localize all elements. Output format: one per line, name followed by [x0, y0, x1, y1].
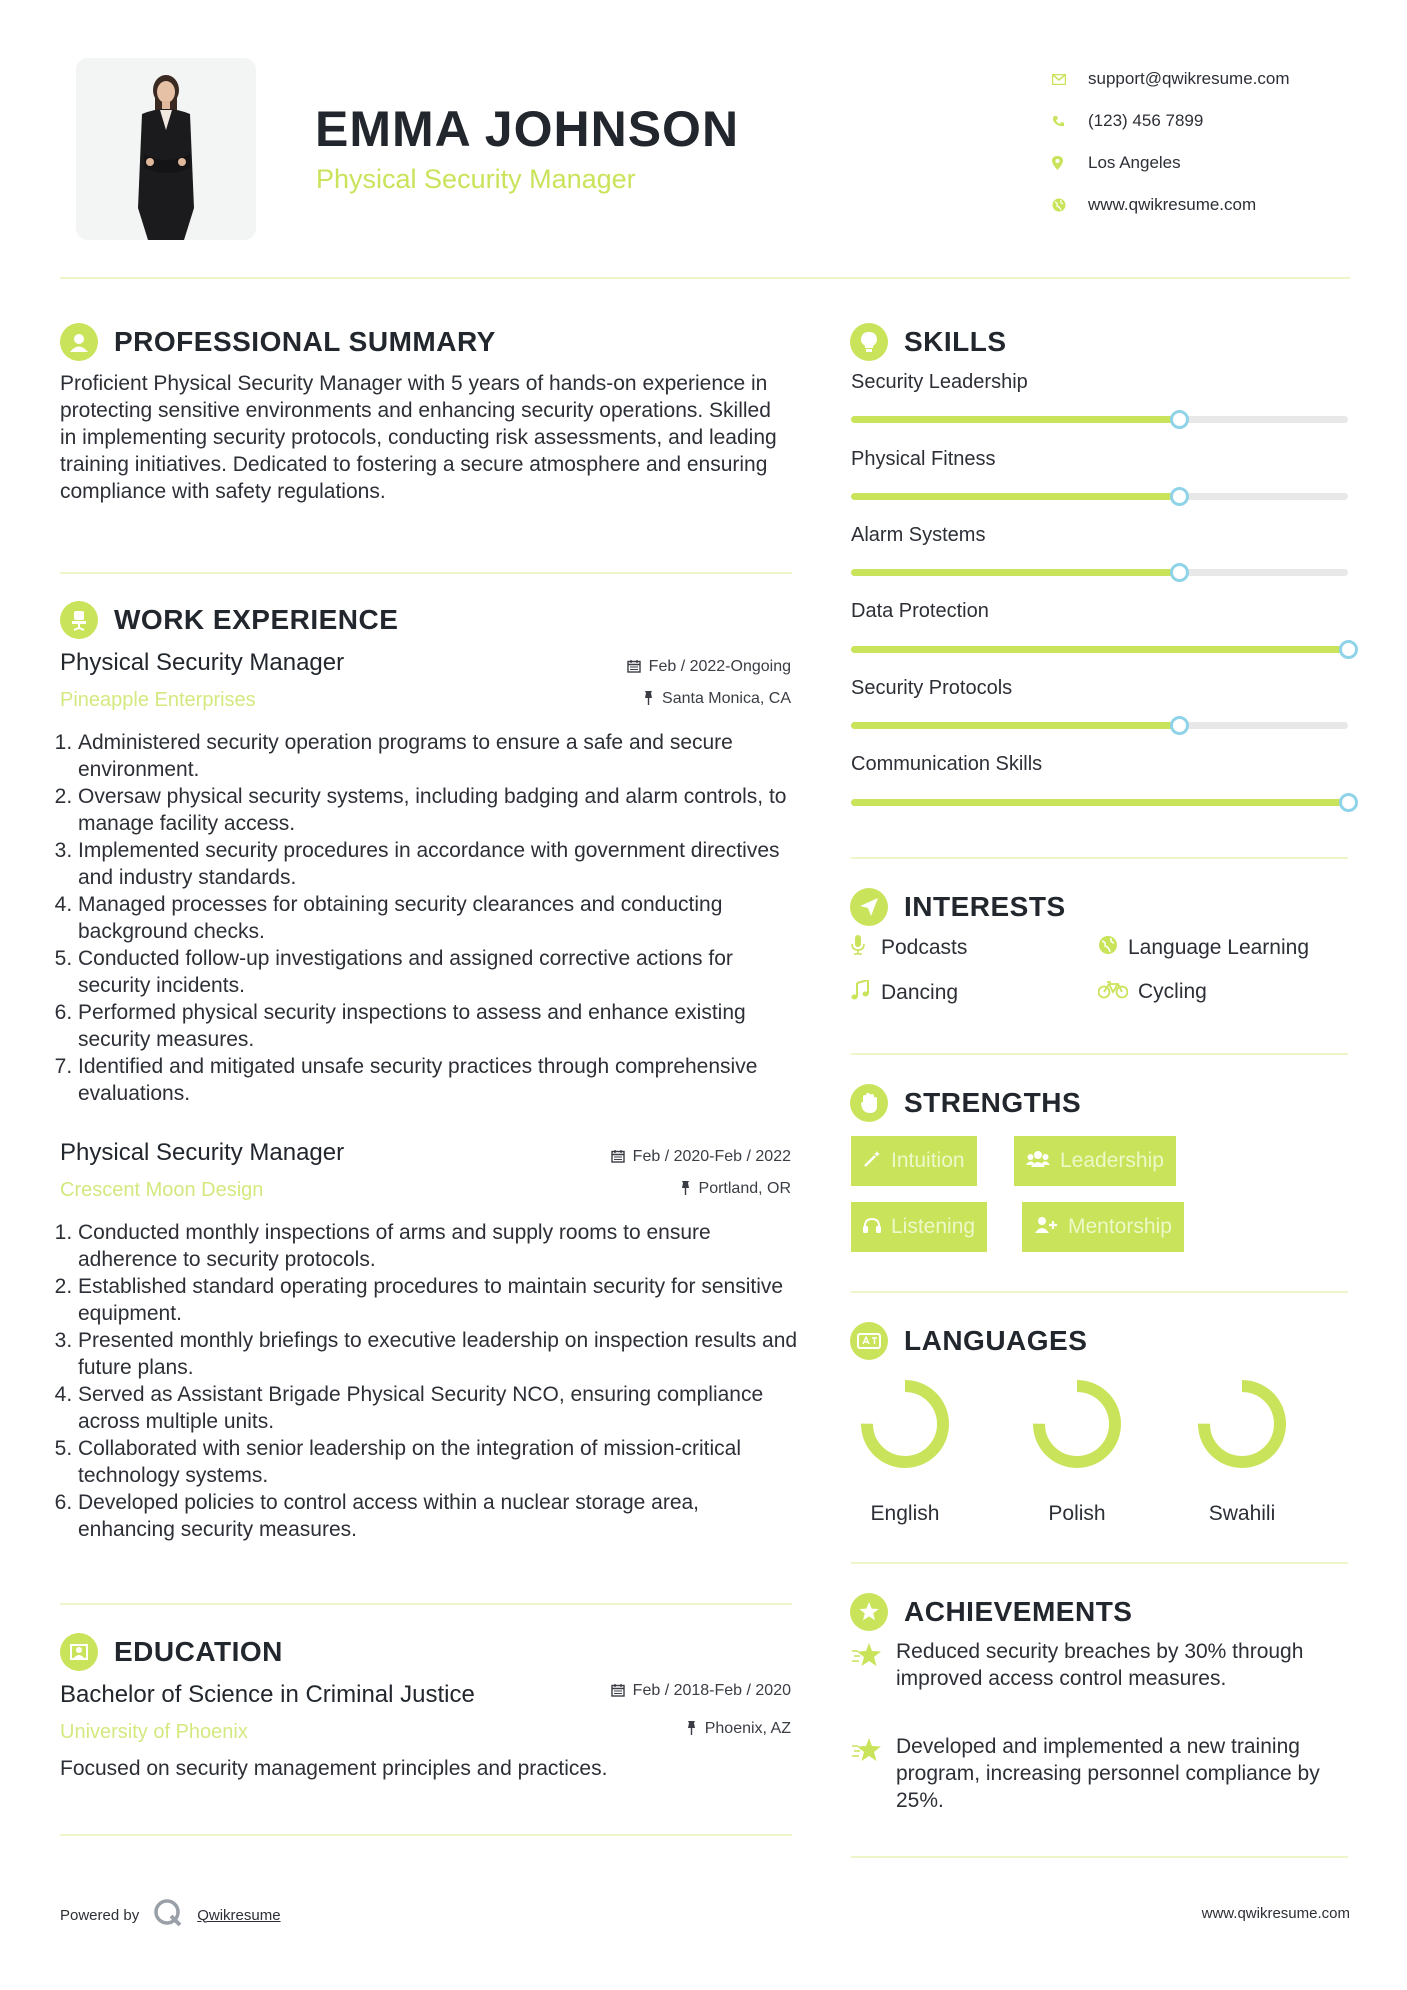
- experience-title: WORK EXPERIENCE: [114, 604, 399, 635]
- job-1-dates-text: Feb / 2022-Ongoing: [648, 658, 791, 675]
- skill-knob: [1170, 716, 1189, 735]
- footer-url[interactable]: www.qwikresume.com: [1201, 1905, 1350, 1922]
- paper-plane-icon: [850, 888, 888, 926]
- job-2-duty: 1. Conducted monthly inspections of arms and supply rooms to ensure adherence to security protocols.: [78, 1219, 799, 1273]
- achievement-item: [851, 1638, 1331, 1692]
- globe-icon: [1098, 935, 1128, 960]
- languages-heading: [850, 1322, 1087, 1360]
- interests-divider: [851, 1053, 1348, 1055]
- skill-bar: [851, 416, 1348, 423]
- achievements-title: ACHIEVEMENTS: [904, 1596, 1133, 1627]
- chair-icon: [60, 601, 98, 639]
- education-heading: [60, 1633, 283, 1671]
- achievement-text: Reduced security breaches by 30% through improved access control measures.: [896, 1640, 1304, 1690]
- pushpin-icon: [643, 691, 654, 708]
- job-2-company: Crescent Moon Design: [60, 1179, 264, 1201]
- user-icon: [60, 323, 98, 361]
- users-icon: [1026, 1150, 1050, 1173]
- skill-name: Data Protection: [851, 600, 989, 622]
- candidate-title: Physical Security Manager: [316, 164, 636, 194]
- achievement-item: [851, 1733, 1331, 1814]
- education-description: Focused on security management principles and practices.: [60, 1757, 608, 1780]
- experience-heading: [60, 601, 398, 639]
- strengths-heading: [850, 1084, 1081, 1122]
- summary-heading: [60, 323, 496, 361]
- interest-item: [1098, 980, 1207, 1004]
- powered-by-text: Powered by: [60, 1906, 140, 1924]
- job-2-duty: 2. Established standard operating procedures to maintain security for sensitive equipment.: [78, 1273, 799, 1327]
- job-1-duty: 3. Implemented security procedures in accordance with government directives and industry standards.: [78, 837, 799, 891]
- job-1-duty: 1. Administered security operation programs to ensure a safe and secure environment.: [78, 729, 799, 783]
- strength-badge: [851, 1136, 977, 1186]
- interest-item: [851, 980, 958, 1005]
- job-2-duty: 3. Presented monthly briefings to executive leadership on inspection results and future plans.: [78, 1327, 799, 1381]
- skill-fill: [851, 569, 1179, 576]
- strength-label: Leadership: [1060, 1149, 1164, 1172]
- strength-badge: [851, 1202, 987, 1252]
- contact-location-text: Los Angeles: [1088, 153, 1181, 172]
- language-name: Polish: [1048, 1502, 1106, 1525]
- language-item: [840, 1376, 970, 1526]
- education-location-text: Phoenix, AZ: [704, 1720, 791, 1737]
- strength-badge: [1022, 1202, 1184, 1252]
- job-2-duty: 4. Served as Assistant Brigade Physical Security NCO, ensuring compliance across multiple units.: [78, 1381, 799, 1435]
- contact-phone-text: (123) 456 7899: [1088, 111, 1204, 130]
- microphone-icon: [851, 935, 881, 960]
- education-dates: [611, 1682, 791, 1700]
- skills-divider: [851, 857, 1348, 859]
- phone-icon: [1052, 115, 1088, 128]
- skill-fill: [851, 799, 1348, 806]
- skills-title: SKILLS: [904, 326, 1007, 357]
- candidate-name: EMMA JOHNSON: [315, 101, 740, 157]
- job-1-duty: 7. Identified and mitigated unsafe security practices through comprehensive evaluations.: [78, 1053, 799, 1107]
- job-1-duty: 5. Conducted follow-up investigations and assigned corrective actions for security incidents.: [78, 945, 799, 999]
- strengths-divider: [851, 1291, 1348, 1293]
- job-2-dates-text: Feb / 2020-Feb / 2022: [632, 1148, 791, 1165]
- job-2-location-text: Portland, OR: [698, 1180, 791, 1197]
- achievements-heading: [850, 1593, 1132, 1631]
- achievement-text: Developed and implemented a new training program, increasing personnel compliance by 25%.: [896, 1735, 1320, 1812]
- skill-knob: [1170, 410, 1189, 429]
- strengths-title: STRENGTHS: [904, 1087, 1082, 1118]
- skill-name: Security Leadership: [851, 371, 1028, 393]
- job-2-duty: 5. Collaborated with senior leadership on the integration of mission-critical technology systems.: [78, 1435, 799, 1489]
- star-icon: [851, 1642, 896, 1674]
- contact-list: [1052, 58, 1290, 226]
- strength-badge: [1014, 1136, 1176, 1186]
- summary-text: Proficient Physical Security Manager with 5 years of hands-on experience in protecting sensitive environments and enhancing security operations. Skilled in implementing security protocols, conducting risk assessments, and leading training initiatives. Dedicated to fostering a secure atmosphere and ensuring compliance with safety regulations.: [60, 372, 777, 503]
- hand-icon: [850, 1084, 888, 1122]
- job-1-duty: 6. Performed physical security inspections to assess and enhance existing security measures.: [78, 999, 799, 1053]
- job-1-company: Pineapple Enterprises: [60, 689, 256, 711]
- skill-fill: [851, 416, 1179, 423]
- job-1-location: [643, 690, 791, 708]
- music-note-icon: [851, 980, 881, 1005]
- pushpin-icon: [686, 1721, 697, 1738]
- degree-title: Bachelor of Science in Criminal Justice: [60, 1681, 475, 1708]
- interest-label: Dancing: [881, 980, 959, 1004]
- strength-label: Mentorship: [1068, 1215, 1172, 1238]
- skill-bar: [851, 722, 1348, 729]
- job-1-duty: 4. Managed processes for obtaining security clearances and conducting background checks.: [78, 891, 799, 945]
- skills-heading: [850, 323, 1007, 361]
- calendar-icon: [611, 1683, 625, 1700]
- summary-title: PROFESSIONAL SUMMARY: [114, 326, 496, 357]
- bicycle-icon: [1098, 981, 1138, 1004]
- education-location: [686, 1720, 791, 1738]
- language-name: English: [870, 1502, 940, 1525]
- interest-item: [851, 935, 967, 960]
- skill-knob: [1339, 793, 1358, 812]
- education-dates-text: Feb / 2018-Feb / 2020: [632, 1682, 791, 1699]
- skill-name: Alarm Systems: [851, 524, 986, 546]
- contact-phone[interactable]: [1052, 100, 1290, 142]
- experience-divider: [60, 1603, 792, 1605]
- skill-bar: [851, 646, 1348, 653]
- star-badge-icon: [850, 1593, 888, 1631]
- education-divider: [60, 1834, 792, 1836]
- skill-knob: [1170, 487, 1189, 506]
- pushpin-icon: [680, 1181, 691, 1198]
- job-1-duty: 2. Oversaw physical security systems, including badging and alarm controls, to manage facility access.: [78, 783, 799, 837]
- job-2-duty: 6. Developed policies to control access within a nuclear storage area, enhancing security measures.: [78, 1489, 799, 1543]
- profile-photo: [76, 58, 256, 240]
- job-2-duties: [59, 1219, 799, 1543]
- job-2-location: [680, 1180, 791, 1198]
- globe-icon: [1052, 198, 1088, 212]
- qwikresume-logo-icon: [153, 1898, 183, 1932]
- footer-powered: [60, 1898, 281, 1932]
- language-item: [1177, 1376, 1307, 1526]
- summary-divider: [60, 572, 792, 574]
- contact-email-text: support@qwikresume.com: [1088, 69, 1290, 88]
- contact-website[interactable]: [1052, 184, 1290, 226]
- interest-label: Language Learning: [1128, 935, 1310, 959]
- job-2-title: Physical Security Manager: [60, 1139, 345, 1166]
- job-1-duties: [59, 729, 799, 1107]
- skill-name: Physical Fitness: [851, 448, 996, 470]
- contact-website-text: www.qwikresume.com: [1088, 195, 1257, 214]
- languages-title: LANGUAGES: [904, 1325, 1088, 1356]
- job-2-dates: [611, 1148, 791, 1166]
- strength-label: Listening: [891, 1215, 976, 1238]
- interests-heading: [850, 888, 1066, 926]
- job-1-dates: [627, 658, 791, 676]
- skill-knob: [1339, 640, 1358, 659]
- contact-email[interactable]: [1052, 58, 1290, 100]
- job-1-title: Physical Security Manager: [60, 649, 345, 676]
- calendar-icon: [611, 1149, 625, 1166]
- strength-label: Intuition: [891, 1149, 965, 1172]
- user-plus-icon: [1034, 1216, 1058, 1239]
- skill-bar: [851, 493, 1348, 500]
- translate-icon: [850, 1322, 888, 1360]
- star-icon: [851, 1737, 896, 1769]
- skill-bar: [851, 569, 1348, 576]
- lightbulb-icon: [850, 323, 888, 361]
- interest-item: [1098, 935, 1309, 960]
- achievements-divider: [851, 1856, 1348, 1858]
- education-title: EDUCATION: [114, 1636, 283, 1667]
- interest-label: Podcasts: [881, 935, 968, 959]
- contact-location: [1052, 142, 1290, 184]
- skill-fill: [851, 493, 1179, 500]
- languages-divider: [851, 1562, 1348, 1564]
- interests-title: INTERESTS: [904, 891, 1066, 922]
- brand-link[interactable]: Qwikresume: [197, 1906, 281, 1924]
- magic-wand-icon: [863, 1150, 881, 1173]
- graduate-icon: [60, 1633, 98, 1671]
- language-name: Swahili: [1208, 1502, 1276, 1525]
- interest-label: Cycling: [1138, 980, 1207, 1003]
- school-name: University of Phoenix: [60, 1721, 248, 1743]
- skill-name: Communication Skills: [851, 753, 1043, 775]
- header-divider: [60, 277, 1350, 279]
- skill-fill: [851, 722, 1179, 729]
- location-pin-icon: [1052, 156, 1088, 170]
- skill-fill: [851, 646, 1348, 653]
- language-item: [1012, 1376, 1142, 1526]
- skill-name: Security Protocols: [851, 677, 1013, 699]
- envelope-icon: [1052, 74, 1088, 85]
- calendar-icon: [627, 659, 641, 676]
- headphones-icon: [863, 1217, 881, 1238]
- job-1-location-text: Santa Monica, CA: [662, 690, 791, 707]
- skill-knob: [1170, 563, 1189, 582]
- skill-bar: [851, 799, 1348, 806]
